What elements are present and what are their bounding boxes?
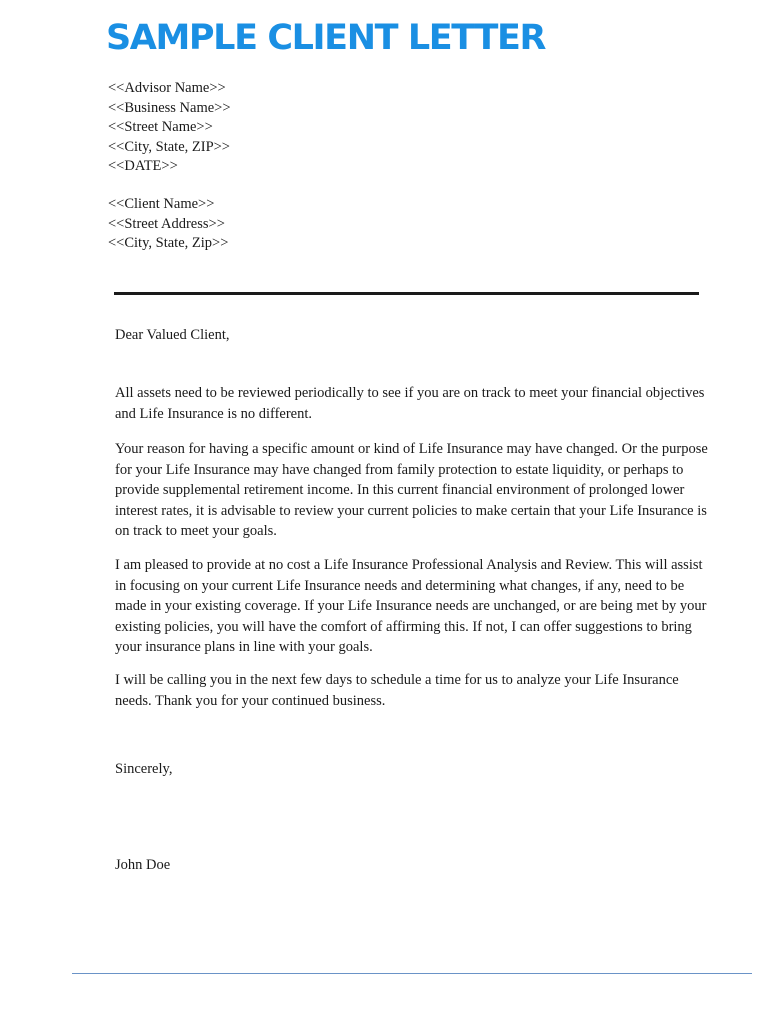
- body-paragraph-4: I will be calling you in the next few days to schedule a time for us to analyze your Life Insurance needs. Thank you for your continued business.: [115, 672, 679, 709]
- advisor-address-block: [108, 79, 231, 177]
- date-placeholder: <<DATE>>: [108, 158, 178, 174]
- business-name-placeholder: <<Business Name>>: [108, 99, 231, 116]
- client-name-placeholder: <<Client Name>>: [108, 196, 215, 212]
- closing: Sincerely,: [115, 761, 173, 777]
- salutation: Dear Valued Client,: [115, 327, 230, 343]
- client-address-block: [108, 195, 228, 254]
- footer-divider: [72, 973, 752, 974]
- body-paragraph-3: I am pleased to provide at no cost a Life Insurance Professional Analysis and Review. This will assist in focusing on your current Life Insurance needs and determining what changes, if any, need to be made in your existing coverage. If your Life Insurance needs are unchanged, or are being met by your existing policies, you will have the comfort of affirming this. If not, I can offer suggestions to bring your insurance plans in line with your goals.: [115, 557, 707, 655]
- city-state-zip-placeholder: <<City, State, ZIP>>: [108, 138, 230, 155]
- letter-title: SAMPLE CLIENT LETTER: [106, 18, 546, 58]
- street-name-placeholder: <<Street Name>>: [108, 119, 213, 135]
- body-paragraph-2: Your reason for having a specific amount or kind of Life Insurance may have changed. Or the purpose for your Life Insurance may have changed from family protection to estate liquidity, or perhaps to provide supplemental retirement income. In this current financial environment of prolonged lower interest rates, it is advisable to review your current policies to make certain that your Life Insurance is on track to meet your goals.: [115, 441, 708, 539]
- advisor-name-placeholder: <<Advisor Name>>: [108, 80, 226, 96]
- signature-name: John Doe: [115, 857, 171, 873]
- body-paragraph-1: All assets need to be reviewed periodically to see if you are on track to meet your financial objectives and Life Insurance is no different.: [115, 385, 705, 422]
- client-city-placeholder: <<City, State, Zip>>: [108, 235, 229, 251]
- client-street-placeholder: <<Street Address>>: [108, 215, 225, 232]
- header-divider: [114, 292, 699, 295]
